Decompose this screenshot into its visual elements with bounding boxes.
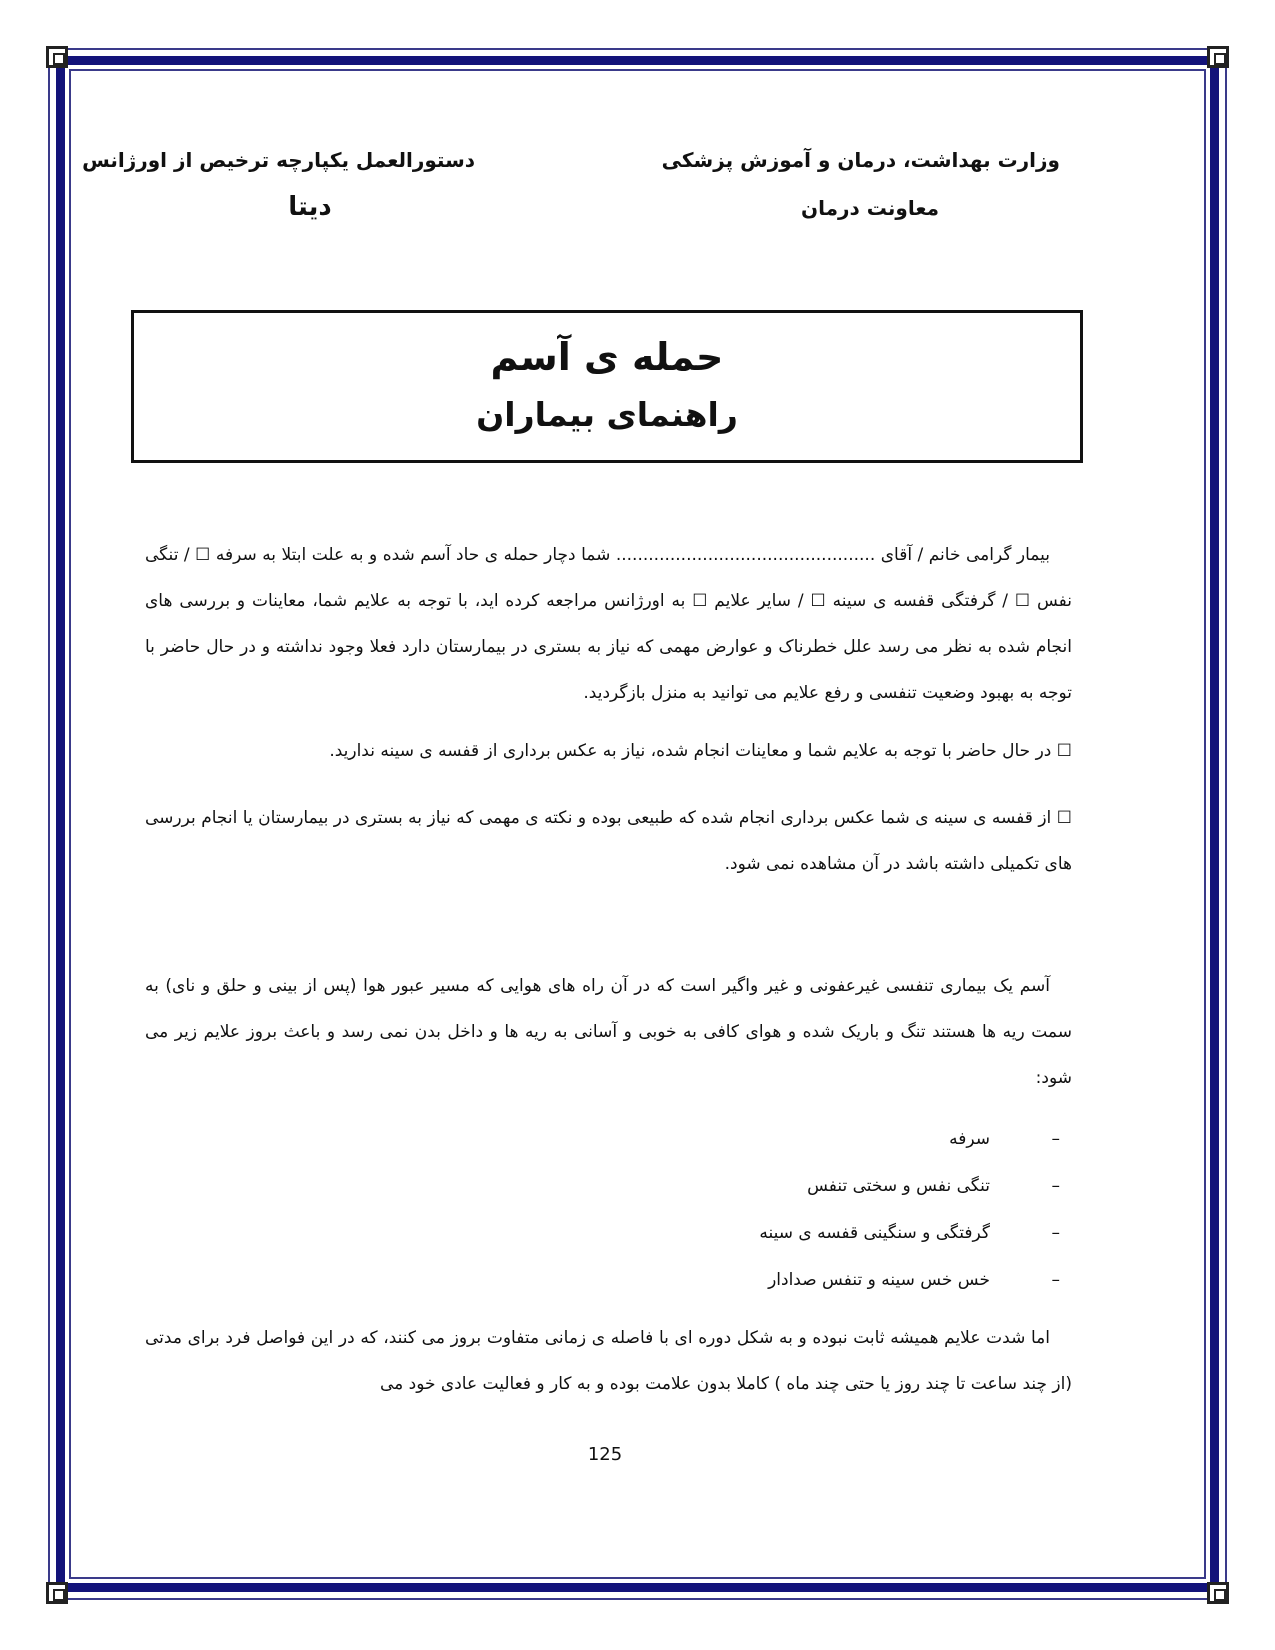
page-number: 125 [587,1444,623,1465]
document-subtitle: راهنمای بیماران [476,394,738,434]
intro-paragraph: بیمار گرامی خانم / آقای ................................................ شما دچار حمله ی حاد آسم شده و به علت ابتلا به سرفه ☐ / تنگی نفس ☐ / گرفتگی قفسه ی سینه ☐ / سایر علایم ☐ به اورژانس مراجعه کرده اید، با توجه به علایم شما، معاینات و بررسی های انجام شده به نظر می رسد علل خطرناک و عوارض مهمی که نیاز به بستری در بیمارستان دارد فعلا وجود نداشته و در حال حاضر با توجه به بهبود وضعیت تنفسی و رفع علایم می توانید به منزل بازگردید. [145,545,1072,703]
symptom-text: سرفه [949,1129,990,1149]
corner-ornament-top-left [46,46,68,68]
document-title: حمله ی آسم [490,335,724,379]
xray-normal-paragraph: ☐ از قفسه ی سینه ی شما عکس برداری انجام شده که طبیعی بوده و نکته ی مهمی که نیاز به بستری در بیمارستان یا انجام بررسی های تکمیلی داشته باشد در آن مشاهده نمی شود. [145,808,1072,874]
corner-ornament-top-right [1207,46,1229,68]
dash-marker: – [1051,1270,1060,1290]
symptom-text: گرفتگی و سنگینی قفسه ی سینه [759,1223,990,1243]
deputy-heading: معاونت درمان [801,196,939,220]
no-xray-paragraph: ☐ در حال حاضر با توجه به علایم شما و معاینات انجام شده، نیاز به عکس برداری از قفسه ی سینه ندارید. [329,741,1072,761]
dita-heading: دیتا [288,192,332,222]
protocol-heading: دستورالعمل یکپارچه ترخیص از اورژانس [82,148,475,172]
asthma-definition-paragraph: آسم یک بیماری تنفسی غیرعفونی و غیر واگیر است که در آن راه های هوایی که مسیر عبور هوا (پس از بینی و حلق و نای) به سمت ریه ها هستند تنگ و باریک شده و هوای کافی به خوبی و آسانی به ریه ها و داخل بدن نمی رسد و باعث بروز علایم زیر می شود: [145,976,1072,1088]
title-box [131,310,1083,463]
symptom-text: تنگی نفس و سختی تنفس [807,1176,990,1196]
list-item [560,1116,1060,1163]
symptom-list [560,1116,1060,1304]
list-item [560,1210,1060,1257]
corner-ornament-bottom-right [1207,1582,1229,1604]
ministry-heading: وزارت بهداشت، درمان و آموزش پزشکی [661,148,1060,172]
dash-marker: – [1051,1176,1060,1196]
symptom-severity-paragraph: اما شدت علایم همیشه ثابت نبوده و به شکل دوره ای با فاصله ی زمانی متفاوت بروز می کنند، که در این فواصل فرد برای مدتی (از چند ساعت تا چند روز یا حتی چند ماه ) کاملا بدون علامت بوده و به کار و فعالیت عادی خود می [145,1328,1072,1394]
list-item [560,1257,1060,1304]
dash-marker: – [1051,1129,1060,1149]
list-item [560,1163,1060,1210]
symptom-text: خس خس سینه و تنفس صدادار [768,1270,990,1290]
corner-ornament-bottom-left [46,1582,68,1604]
dash-marker: – [1051,1223,1060,1243]
